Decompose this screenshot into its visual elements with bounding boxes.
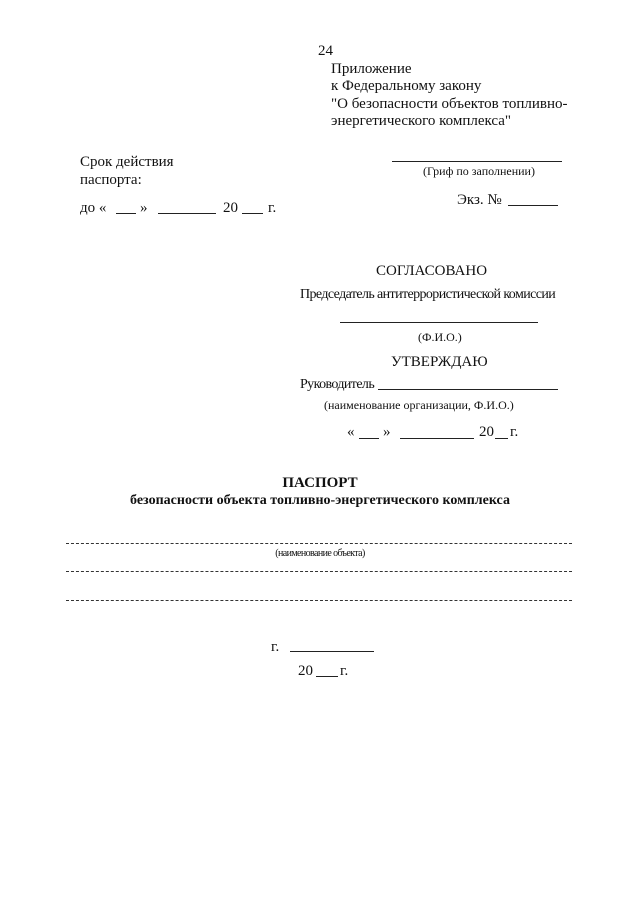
approved-day-field <box>359 438 379 439</box>
validity-year-field <box>242 213 263 214</box>
approved-title: УТВЕРЖДАЮ <box>391 354 488 370</box>
validity-day-field <box>116 213 136 214</box>
agreed-title: СОГЛАСОВАНО <box>376 263 488 279</box>
agreed-fio-caption: (Ф.И.О.) <box>418 330 462 344</box>
approved-month-field <box>400 438 474 439</box>
approved-date-close: » <box>383 424 391 440</box>
validity-month-field <box>158 213 216 214</box>
agreed-signature-field <box>340 322 538 323</box>
object-name-line-2 <box>66 571 572 572</box>
validity-year-prefix: 20 <box>223 200 238 216</box>
page-number: 24 <box>318 43 333 59</box>
city-field <box>290 651 374 652</box>
passport-subtitle: безопасности объекта топливно-энергетического комплекса <box>130 493 510 508</box>
approved-year-prefix: 20 <box>479 424 494 440</box>
city-prefix: г. <box>271 639 280 655</box>
classification-field <box>392 161 562 162</box>
validity-until-prefix: до « <box>80 200 107 216</box>
validity-line-1: Срок действия <box>80 154 174 170</box>
object-name-line-1 <box>66 543 572 544</box>
object-name-caption: (наименование объекта) <box>275 548 365 559</box>
appendix-line-3: "О безопасности объектов топливно- <box>331 96 568 112</box>
year-field <box>316 676 338 677</box>
agreed-position: Председатель антитеррористической комиссии <box>300 287 556 302</box>
validity-line-2: паспорта: <box>80 172 142 188</box>
year-suffix: г. <box>340 663 349 679</box>
validity-year-suffix: г. <box>268 200 277 216</box>
approved-year-field <box>495 438 508 439</box>
copy-number-field <box>508 205 558 206</box>
approved-date-open: « <box>347 424 355 440</box>
validity-day-close: » <box>140 200 148 216</box>
appendix-line-1: Приложение <box>331 61 412 77</box>
appendix-line-4: энергетического комплекса" <box>331 113 512 129</box>
approved-signature-field <box>378 389 558 390</box>
year-prefix: 20 <box>298 663 313 679</box>
approved-year-suffix: г. <box>510 424 519 440</box>
approved-caption: (наименование организации, Ф.И.О.) <box>324 398 514 412</box>
classification-caption: (Гриф по заполнении) <box>423 164 535 178</box>
appendix-line-2: к Федеральному закону <box>331 78 482 94</box>
copy-number-label: Экз. № <box>457 192 502 208</box>
object-name-line-3 <box>66 600 572 601</box>
approved-position: Руководитель <box>300 377 375 392</box>
passport-title: ПАСПОРТ <box>282 475 358 491</box>
